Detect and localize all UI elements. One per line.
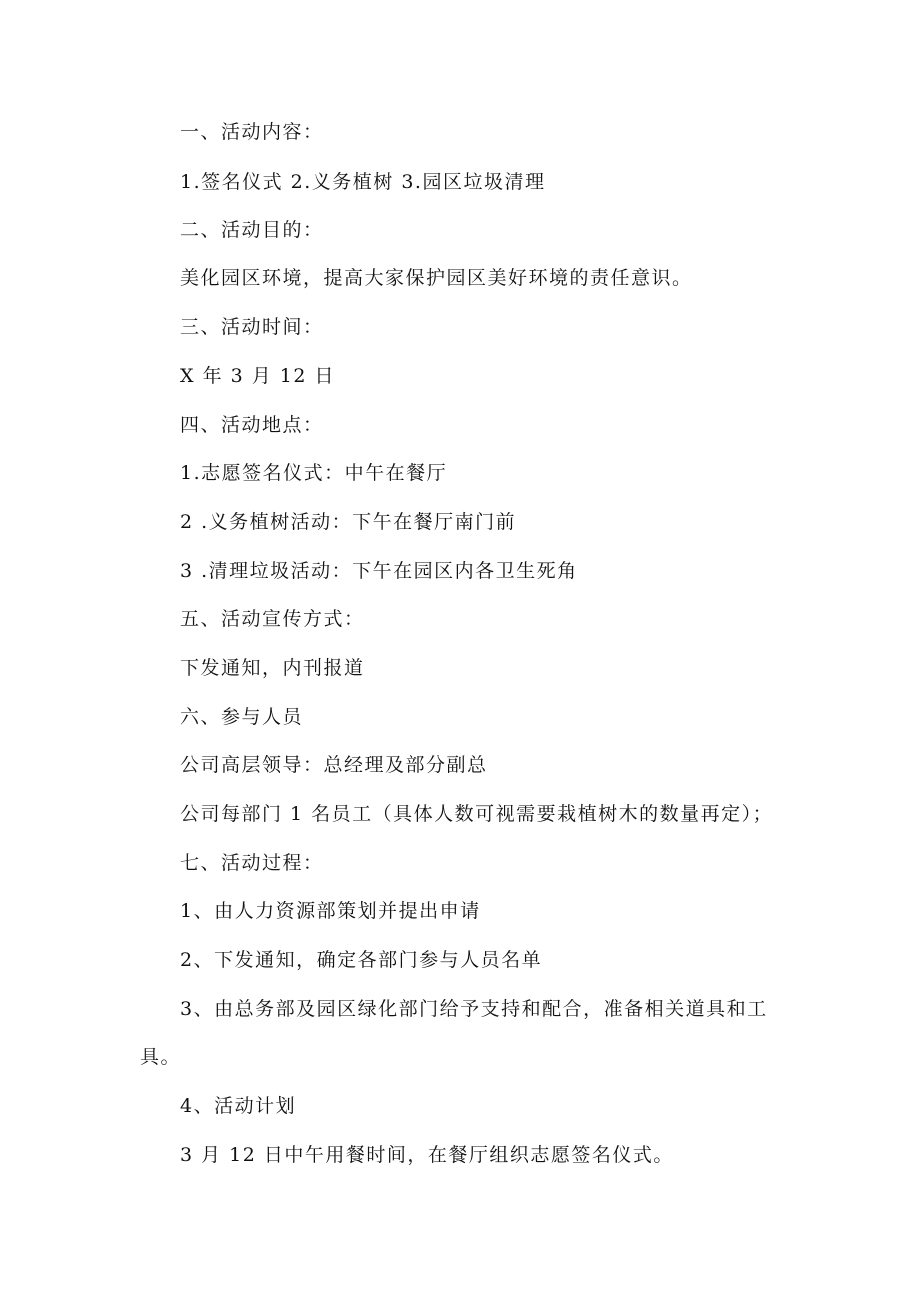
process-step-4: 4、活动计划 [180, 1095, 297, 1117]
activity-purpose-text: 美化园区环境，提高大家保护园区美好环境的责任意识。 [180, 267, 693, 289]
process-step-1: 1、由人力资源部策划并提出申请 [180, 900, 481, 922]
process-step-3-continued: 具。 [140, 1046, 182, 1068]
heading-process: 七、活动过程： [180, 852, 324, 874]
activity-content-list: 1.签名仪式 2.义务植树 3.园区垃圾清理 [180, 171, 546, 193]
location-item-signing: 1.志愿签名仪式：中午在餐厅 [180, 462, 448, 484]
process-step-2: 2、下发通知，确定各部门参与人员名单 [180, 949, 543, 971]
activity-time-text: X 年 3 月 12 日 [180, 365, 335, 387]
heading-activity-content: 一、活动内容： [180, 121, 324, 143]
heading-activity-time: 三、活动时间： [180, 316, 324, 338]
heading-activity-purpose: 二、活动目的： [180, 219, 324, 241]
heading-participants: 六、参与人员 [180, 706, 304, 728]
publicity-text: 下发通知，内刊报道 [180, 657, 365, 679]
participants-staff: 公司每部门 1 名员工（具体人数可视需要栽植树木的数量再定）； [180, 803, 774, 825]
process-step-3: 3、由总务部及园区绿化部门给予支持和配合，准备相关道具和工 [180, 998, 768, 1020]
location-item-planting: 2 .义务植树活动：下午在餐厅南门前 [180, 511, 517, 533]
location-item-cleaning: 3 .清理垃圾活动：下午在园区内各卫生死角 [180, 560, 578, 582]
activity-plan-text: 3 月 12 日中午用餐时间，在餐厅组织志愿签名仪式。 [180, 1144, 674, 1166]
participants-leaders: 公司高层领导：总经理及部分副总 [180, 754, 488, 776]
heading-activity-location: 四、活动地点： [180, 414, 324, 436]
heading-publicity: 五、活动宣传方式： [180, 608, 365, 630]
